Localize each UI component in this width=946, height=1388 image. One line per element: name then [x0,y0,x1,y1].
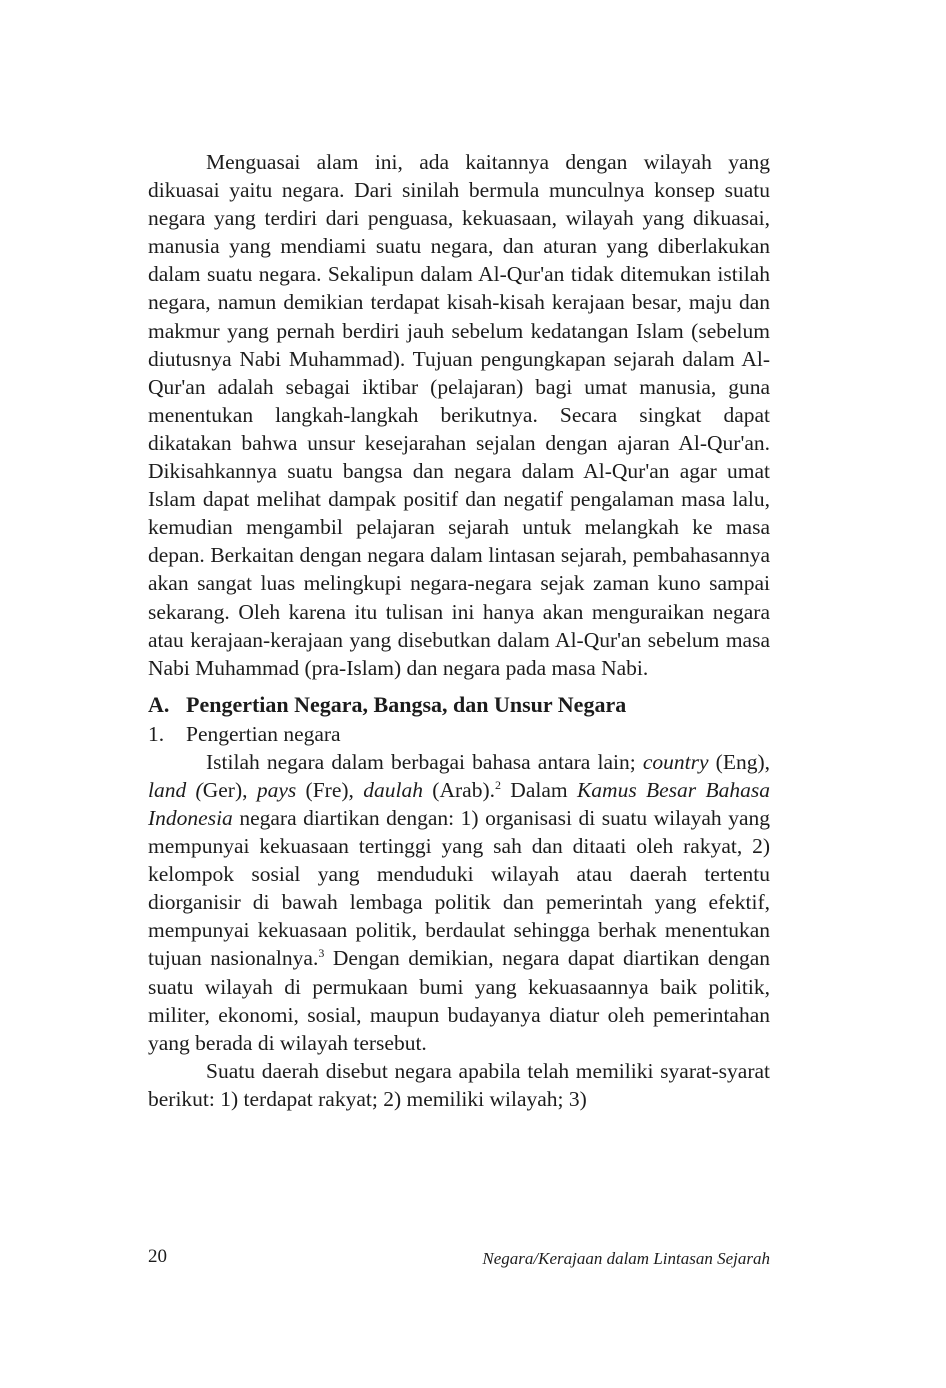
page-body [148,148,770,1113]
paragraph-requirements: Suatu daerah disebut negara apabila telah memiliki syarat-syarat berikut: 1) terdapat rakyat; 2) memiliki wilayah; 3) [148,1058,770,1111]
term-land: land ( [148,777,203,802]
section-heading [148,690,770,720]
page-footer [148,1246,770,1269]
section-title: Pengertian Negara, Bangsa, dan Unsur Negara [186,691,627,717]
text: Dalam [500,777,577,802]
running-title: Negara/Kerajaan dalam Lintasan Sejarah [482,1249,770,1268]
paragraph-definition [148,748,770,1057]
paragraph-intro: Menguasai alam ini, ada kaitannya dengan wilayah yang dikuasai yaitu negara. Dari sinilah bermula munculnya konsep suatu negara yang terdiri dari penguasa, kekuasaan, wilayah yang dikuasai, manusia yang mendiami suatu negara, dan aturan yang diberlakukan dalam suatu negara. Sekalipun dalam Al-Qur'an tidak ditemukan istilah negara, namun demikian terdapat kisah-kisah kerajaan besar, maju dan makmur yang pernah berdiri jauh sebelum kedatangan Islam (sebelum diutusnya Nabi Muhammad). Tujuan pengungkapan sejarah dalam Al-Qur'an adalah sebagai iktibar (pelajaran) bagi umat manusia, guna menentukan langkah-langkah berikutnya. Secara singkat dapat dikatakan bahwa unsur kesejarahan sejalan dengan ajaran Al-Qur'an. Dikisahkannya suatu bangsa dan negara dalam Al-Qur'an agar umat Islam dapat melihat dampak positif dan negatif pengalaman masa lalu, kemudian mengambil pelajaran sejarah untuk melangkah ke masa depan. Berkaitan dengan negara dalam lintasan sejarah, pembahasannya akan sangat luas melingkupi negara-negara sejak zaman kuno sampai sekarang. Oleh karena itu tulisan ini hanya akan menguraikan negara atau kerajaan-kerajaan yang disebutkan dalam Al-Qur'an sebelum masa Nabi Muhammad (pra-Islam) dan negara pada masa Nabi. [148,150,770,680]
text: Dengan demikian, negara dapat diartikan dengan suatu wilayah di permukaan bumi yang kekuasaannya baik politik, militer, ekonomi, sosial, maupun budayanya diatur oleh pemerintahan yang berada di wilayah tersebut. [148,946,770,1055]
text: Ger), [202,777,257,802]
section-number: A. [148,691,170,717]
subsection-heading [148,720,770,748]
text: Istilah negara dalam berbagai bahasa antara lain; [206,749,643,774]
text: (Fre), [296,777,364,802]
page-number: 20 [148,1246,167,1267]
text: (Eng), [708,749,771,774]
term-daulah: daulah [363,777,423,802]
footnote-ref[interactable]: 3 [318,946,325,961]
subsection-title: Pengertian negara [186,721,341,746]
term-pays: pays [256,777,297,802]
text: (Arab). [422,777,495,802]
subsection-number: 1. [148,721,165,746]
footnote-ref[interactable]: 2 [494,777,501,792]
kbbi-title: Kamus Besar Bahasa Indonesia [148,777,770,830]
text: negara diartikan dengan: 1) organisasi di suatu wilayah yang mempunyai kekuasaan tertinggi yang sah dan ditaati oleh rakyat, 2) kelompok sosial yang menduduki wilayah atau daerah tertentu diorganisir di bawah lembaga politik dan pemerintah yang efektif, mempunyai kekuasaan politik, berdaulat sehingga berhak menentukan tujuan nasionalnya. [148,805,770,971]
term-country: country [642,749,709,774]
